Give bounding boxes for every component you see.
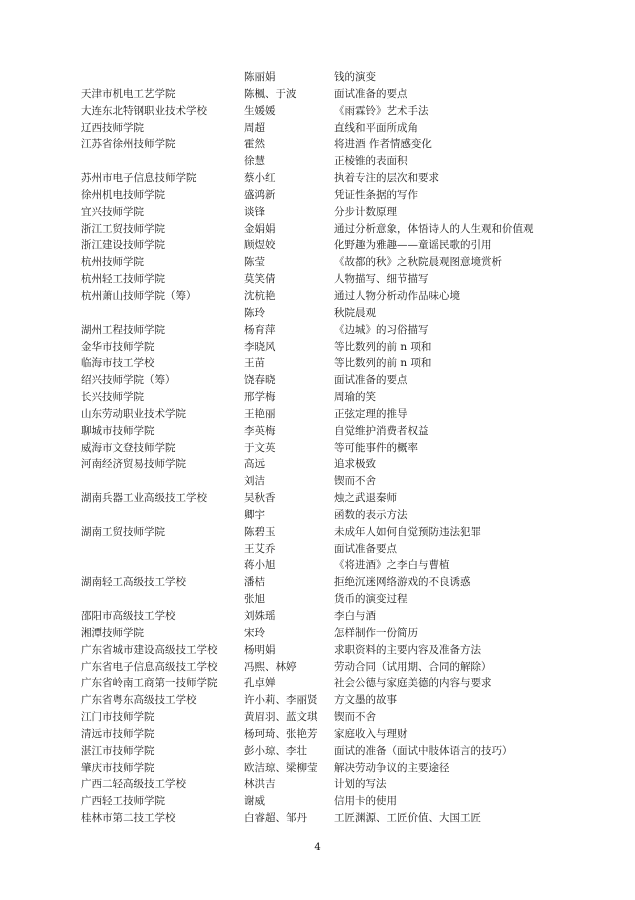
topic-cell: 直线和平面所成角 (334, 121, 418, 134)
school-cell: 辽西技师学院 (81, 121, 144, 134)
table-row (81, 743, 581, 760)
table-row (81, 271, 581, 288)
table-row (81, 507, 581, 524)
topic-cell: 正棱锥的表面积 (334, 155, 408, 168)
table-row (81, 254, 581, 271)
topic-cell: 等比数列的前 n 项和 (334, 340, 432, 353)
topic-cell: 劳动合同（试用期、合同的解除） (334, 660, 492, 673)
table-row (81, 170, 581, 187)
table-row (81, 339, 581, 356)
teacher-cell: 宋玲 (244, 626, 265, 639)
topic-cell: 拒绝沉迷网络游戏的不良诱惑 (334, 576, 471, 589)
school-cell: 广东省城市建设高级技工学校 (81, 643, 218, 656)
school-cell: 宜兴技师学院 (81, 205, 144, 218)
teacher-cell: 彭小琼、李壮 (244, 744, 307, 757)
topic-cell: 锲而不舍 (334, 475, 376, 488)
table-row (81, 473, 581, 490)
teacher-cell: 顾煜姣 (244, 239, 276, 252)
topic-cell: 化野趣为雅趣——童谣民歌的引用 (334, 239, 492, 252)
school-cell: 肇庆市技师学院 (81, 761, 155, 774)
topic-cell: 周瑜的笑 (334, 391, 376, 404)
school-cell: 湛江市技师学院 (81, 744, 155, 757)
teacher-cell: 霍然 (244, 138, 265, 151)
teacher-cell: 莫笑倩 (244, 273, 276, 286)
school-cell: 河南经济贸易技师学院 (81, 458, 186, 471)
topic-cell: 求职资料的主要内容及准备方法 (334, 643, 481, 656)
teacher-cell: 黄眉羽、蓝文琪 (244, 711, 318, 724)
topic-cell: 秋院晨观 (334, 306, 376, 319)
table-row (81, 760, 581, 777)
school-cell: 天津市机电工艺学院 (81, 87, 176, 100)
topic-cell: 社会公德与家庭美德的内容与要求 (334, 677, 492, 690)
teacher-cell: 陈玲 (244, 306, 265, 319)
topic-cell: 信用卡的使用 (334, 795, 397, 808)
teacher-cell: 刘姝瑶 (244, 610, 276, 622)
table-row (81, 187, 581, 204)
table-row (81, 69, 581, 86)
teacher-cell: 饶春晓 (244, 374, 276, 387)
table-row (81, 86, 581, 103)
table-row (81, 659, 581, 676)
teacher-cell: 白睿超、邹丹 (244, 812, 307, 825)
school-cell: 浙江建设技师学院 (81, 239, 165, 252)
topic-cell: 《边城》的习俗描写 (334, 323, 429, 336)
school-cell: 江苏省徐州技师学院 (81, 138, 176, 151)
table-row (81, 389, 581, 406)
school-cell: 江门市技师学院 (81, 711, 155, 724)
topic-cell: 家庭收入与理财 (334, 727, 408, 740)
teacher-cell: 于文英 (244, 441, 276, 454)
table-row (81, 423, 581, 440)
school-cell: 徐州机电技师学院 (81, 188, 165, 201)
table-row (81, 642, 581, 659)
topic-cell: 货币的演变过程 (334, 593, 408, 606)
school-cell: 广东省粤东高级技工学校 (81, 694, 197, 707)
topic-cell: 面试的准备（面试中肢体语言的技巧） (334, 744, 513, 757)
topic-cell: 面试准备的要点 (334, 374, 408, 387)
teacher-cell: 生媛媛 (244, 104, 276, 117)
school-cell: 桂林市第二技工学校 (81, 812, 176, 825)
school-cell: 广西轻工技师学院 (81, 795, 165, 808)
topic-cell: 面试准备要点 (334, 542, 397, 555)
school-cell: 杭州轻工技师学院 (81, 273, 165, 286)
school-cell: 湘潭技师学院 (81, 626, 144, 639)
teacher-cell: 盛鸿新 (244, 188, 276, 201)
teacher-cell: 高远 (244, 458, 265, 471)
teacher-cell: 陈丽娟 (244, 71, 276, 83)
topic-cell: 正弦定理的推导 (334, 407, 408, 420)
teacher-cell: 杨育萍 (244, 323, 276, 336)
teacher-cell: 许小莉、李丽贤 (244, 694, 318, 707)
topic-cell: 未成年人如何自觉预防违法犯罪 (334, 525, 481, 538)
teacher-cell: 金娟娟 (244, 222, 276, 235)
teacher-cell: 冯熙、林婷 (244, 660, 297, 673)
teacher-cell: 陈莹 (244, 256, 265, 269)
table-row (81, 237, 581, 254)
teacher-cell: 卿宇 (244, 508, 265, 521)
teacher-cell: 孔卓婵 (244, 677, 276, 690)
school-cell: 临海市技工学校 (81, 357, 155, 370)
table-row (81, 574, 581, 591)
topic-cell: 等比数列的前 n 项和 (334, 357, 432, 370)
school-cell: 长兴技师学院 (81, 391, 144, 404)
table-row (81, 153, 581, 170)
school-cell: 金华市技师学院 (81, 340, 155, 353)
table-row (81, 103, 581, 120)
teacher-cell: 蒋小旭 (244, 559, 276, 572)
topic-cell: 锲而不舍 (334, 711, 376, 724)
topic-cell: 烛之武退秦师 (334, 492, 397, 505)
table-row (81, 524, 581, 541)
page-number: 4 (314, 842, 321, 853)
school-cell: 湖州工程技师学院 (81, 323, 165, 336)
table-row (81, 541, 581, 558)
table-row (81, 776, 581, 793)
topic-cell: 等可能事件的概率 (334, 441, 418, 454)
teacher-cell: 王艾乔 (244, 542, 276, 555)
table-row (81, 625, 581, 642)
table-row (81, 709, 581, 726)
school-cell: 广东省电子信息高级技工学校 (81, 660, 218, 673)
table-row (81, 406, 581, 423)
table-row (81, 288, 581, 305)
topic-cell: 函数的表示方法 (334, 508, 408, 521)
topic-cell: 解决劳动争议的主要途径 (334, 761, 450, 774)
teacher-cell: 吴秋香 (244, 492, 276, 505)
teacher-cell: 李晓风 (244, 340, 276, 353)
topic-cell: 追求极致 (334, 458, 376, 471)
topic-cell: 钱的演变 (334, 71, 376, 83)
table-row (81, 557, 581, 574)
teacher-cell: 刘洁 (244, 475, 265, 488)
school-cell: 广西二轻高级技工学校 (81, 778, 186, 791)
topic-cell: 通过人物分析动作品味心境 (334, 289, 460, 302)
school-cell: 山东劳动职业技术学院 (81, 407, 186, 420)
school-cell: 浙江工贸技师学院 (81, 222, 165, 235)
school-cell: 湖南轻工高级技工学校 (81, 576, 186, 589)
table-row (81, 355, 581, 372)
school-cell: 清远市技师学院 (81, 727, 155, 740)
topic-cell: 将进酒 作者情感变化 (334, 138, 432, 151)
topic-cell: 人物描写、细节描写 (334, 273, 429, 286)
school-cell: 绍兴技师学院（筹） (81, 374, 176, 387)
topic-cell: 怎样制作一份简历 (334, 626, 418, 639)
table-row (81, 591, 581, 608)
teacher-cell: 蔡小红 (244, 172, 276, 185)
teacher-cell: 张旭 (244, 593, 265, 606)
topic-cell: 《雨霖铃》艺术手法 (334, 104, 429, 117)
teacher-cell: 杨明娟 (244, 643, 276, 656)
topic-cell: 面试准备的要点 (334, 87, 408, 100)
teacher-cell: 林洪吉 (244, 778, 276, 791)
topic-cell: 凭证性条据的写作 (334, 188, 418, 201)
teacher-cell: 周超 (244, 121, 265, 134)
topic-cell: 李白与酒 (334, 610, 376, 622)
topic-cell: 《故都的秋》之秋院晨观图意境赏析 (334, 256, 502, 269)
school-cell: 杭州萧山技师学院（筹） (81, 289, 197, 302)
teacher-cell: 欧洁琼、梁柳莹 (244, 761, 318, 774)
award-list-table (81, 69, 581, 827)
teacher-cell: 谢威 (244, 795, 265, 808)
school-cell: 杭州技师学院 (81, 256, 144, 269)
table-row (81, 305, 581, 322)
teacher-cell: 谈锋 (244, 205, 265, 218)
school-cell: 威海市文登技师学院 (81, 441, 176, 454)
teacher-cell: 潘桔 (244, 576, 265, 589)
table-row (81, 726, 581, 743)
table-row (81, 221, 581, 238)
school-cell: 邵阳市高级技工学校 (81, 610, 176, 622)
table-row (81, 810, 581, 827)
school-cell: 广东省岭南工商第一技师学院 (81, 677, 218, 690)
table-row (81, 675, 581, 692)
school-cell: 聊城市技师学院 (81, 424, 155, 437)
teacher-cell: 沈杭艳 (244, 289, 276, 302)
school-cell: 湖南兵器工业高级技工学校 (81, 492, 207, 505)
table-row (81, 490, 581, 507)
table-row (81, 692, 581, 709)
table-row (81, 793, 581, 810)
topic-cell: 工匠渊源、工匠价值、大国工匠 (334, 812, 481, 825)
school-cell: 苏州市电子信息技师学院 (81, 172, 197, 185)
teacher-cell: 邢学梅 (244, 391, 276, 404)
teacher-cell: 李英梅 (244, 424, 276, 437)
teacher-cell: 王苗 (244, 357, 265, 370)
table-row (81, 204, 581, 221)
teacher-cell: 陈碧玉 (244, 525, 276, 538)
table-row (81, 372, 581, 389)
topic-cell: 分步计数原理 (334, 205, 397, 218)
table-row (81, 440, 581, 457)
teacher-cell: 杨珂琦、张艳芳 (244, 727, 318, 740)
school-cell: 大连东北特钢职业技术学校 (81, 104, 207, 117)
topic-cell: 方文墨的故事 (334, 694, 397, 707)
teacher-cell: 陈楓、于波 (244, 87, 297, 100)
topic-cell: 执着专注的层次和要求 (334, 172, 439, 185)
topic-cell: 计划的写法 (334, 778, 387, 791)
topic-cell: 通过分析意象，体悟诗人的人生观和价值观 (334, 222, 534, 235)
topic-cell: 自觉维护消费者权益 (334, 424, 429, 437)
topic-cell: 《将进酒》之李白与曹植 (334, 559, 450, 572)
table-row (81, 120, 581, 137)
teacher-cell: 徐慧 (244, 155, 265, 168)
school-cell: 湖南工贸技师学院 (81, 525, 165, 538)
table-row (81, 608, 581, 625)
table-row (81, 322, 581, 339)
table-row (81, 456, 581, 473)
table-row (81, 136, 581, 153)
teacher-cell: 王艳丽 (244, 407, 276, 420)
